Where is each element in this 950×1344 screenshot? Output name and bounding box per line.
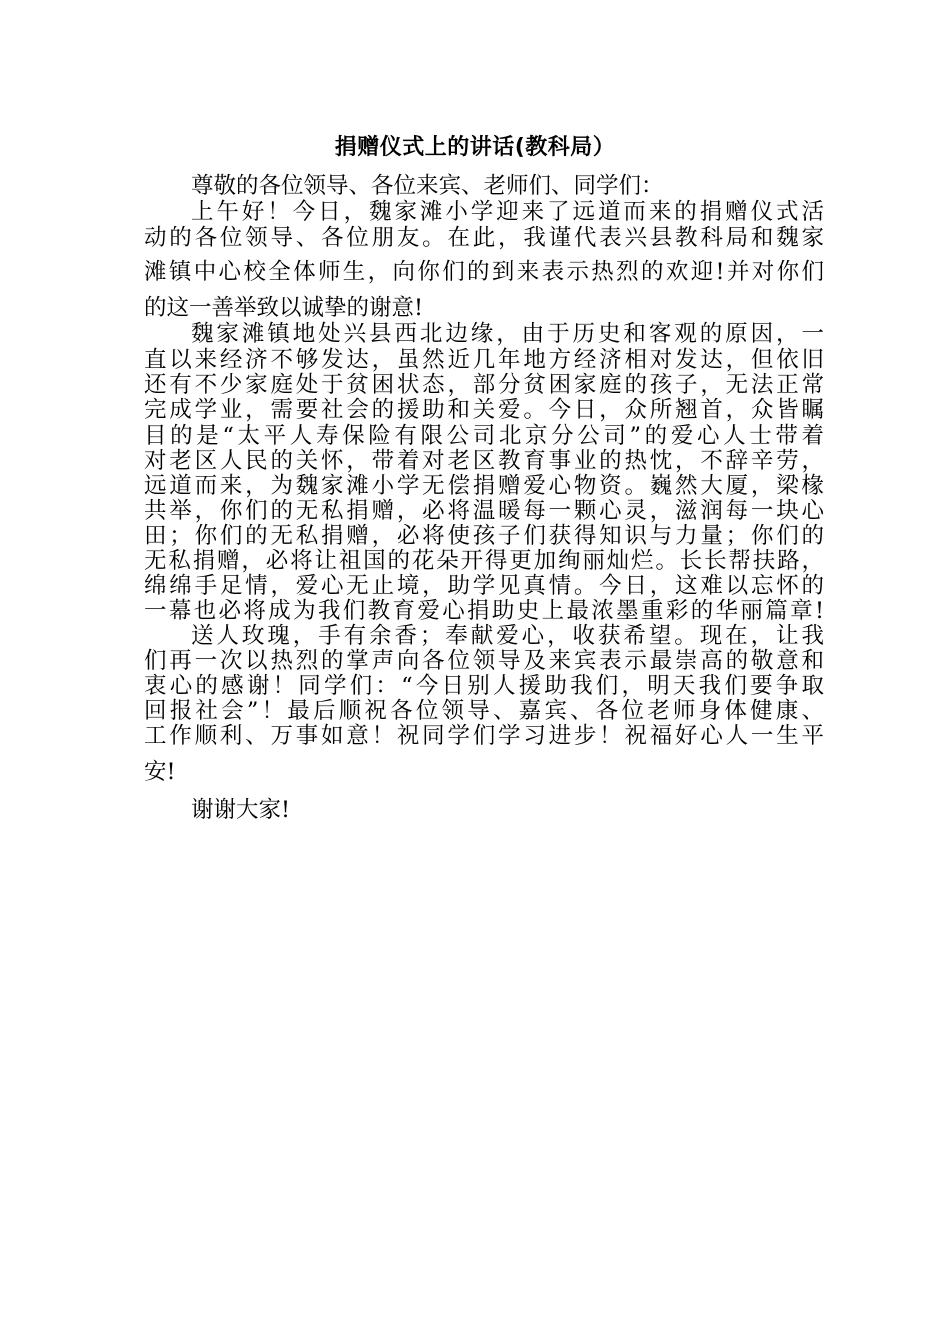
paragraph-line: 魏家滩镇地处兴县西北边缘，由于历史和客观的原因，一: [191, 321, 824, 347]
paragraph-line: 送人玫瑰，手有余香；奉献爱心，收获希望。现在，让我: [191, 623, 824, 649]
closing-line: 谢谢大家!: [191, 797, 291, 823]
paragraph-line: 一幕也必将成为我们教育爱心捐助史上最浓墨重彩的华丽篇章!: [144, 598, 824, 624]
paragraph-line: 衷心的感谢！同学们：“今日别人援助我们，明天我们要争取: [144, 673, 824, 699]
paragraph-line: 共举，你们的无私捐赠，必将温暖每一颗心灵，滋润每一块心: [144, 498, 824, 524]
paragraph-line: 完成学业，需要社会的援助和关爱。今日，众所翘首，众皆瞩: [144, 397, 824, 423]
document-title: 捐赠仪式上的讲话(教科局）: [334, 135, 616, 160]
paragraph-line: 直以来经济不够发达，虽然近几年地方经济相对发达，但依旧: [144, 347, 824, 373]
paragraph-line: 安!: [144, 759, 176, 785]
paragraph-line: 无私捐赠，必将让祖国的花朵开得更加绚丽灿烂。长长帮扶路，: [144, 548, 824, 574]
paragraph-line: 的这一善举致以诚挚的谢意!: [144, 295, 424, 321]
paragraph-line: 目的是“太平人寿保险有限公司北京分公司”的爱心人士带着: [144, 423, 824, 449]
paragraph-line: 绵绵手足情，爱心无止境，助学见真情。今日，这难以忘怀的: [144, 573, 824, 599]
paragraph-line: 对老区人民的关怀，带着对老区教育事业的热忱，不辞辛劳，: [144, 448, 824, 474]
paragraph-line: 动的各位领导、各位朋友。在此，我谨代表兴县教科局和魏家: [144, 225, 824, 251]
paragraph-line: 们再一次以热烈的掌声向各位领导及来宾表示最崇高的敬意和: [144, 648, 824, 674]
paragraph-line: 田；你们的无私捐赠，必将使孩子们获得知识与力量；你们的: [144, 523, 824, 549]
paragraph-line: 上午好！今日，魏家滩小学迎来了远道而来的捐赠仪式活: [191, 199, 824, 225]
paragraph-line: 工作顺利、万事如意！祝同学们学习进步！祝福好心人一生平: [144, 723, 824, 749]
greeting-line: 尊敬的各位领导、各位来宾、老师们、同学们：: [191, 173, 664, 199]
paragraph-line: 还有不少家庭处于贫困状态，部分贫困家庭的孩子，无法正常: [144, 372, 824, 398]
paragraph-line: 滩镇中心校全体师生，向你们的到来表示热烈的欢迎!并对你们: [144, 259, 824, 285]
paragraph-line: 回报社会”！最后顺祝各位领导、嘉宾、各位老师身体健康、: [144, 698, 824, 724]
paragraph-line: 远道而来，为魏家滩小学无偿捐赠爱心物资。巍然大厦，梁椽: [144, 473, 824, 499]
